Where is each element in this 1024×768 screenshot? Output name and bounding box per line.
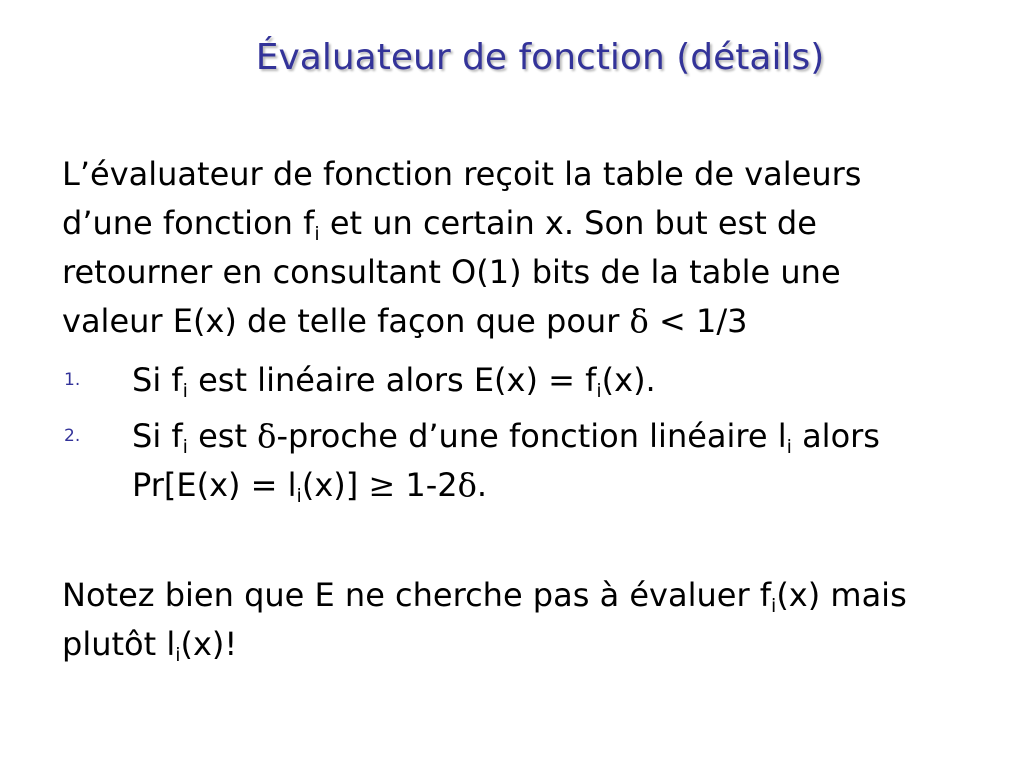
item-2-line-2-text-b: (x)] <box>301 466 369 504</box>
item-2-text-a: Si f <box>132 417 183 455</box>
item-2-line-2-text-c: 1-2 <box>395 466 458 504</box>
intro-line-2-text-b: et un certain x. Son but est de <box>319 204 817 242</box>
delta-symbol: δ <box>457 466 477 504</box>
subscript-i: i <box>182 380 188 402</box>
item-2-line-2-text-a: Pr[E(x) = l <box>132 466 297 504</box>
subscript-i: i <box>296 485 302 507</box>
note-line-2-text-a: plutôt l <box>62 625 176 663</box>
subscript-i: i <box>771 595 777 617</box>
list-number-1: 1. <box>64 370 81 390</box>
intro-line-4-text-a: valeur E(x) de telle façon que pour <box>62 302 630 340</box>
subscript-i: i <box>786 436 792 458</box>
slide-body <box>0 150 1024 710</box>
note-paragraph <box>62 571 1024 669</box>
item-1-text-c: (x). <box>601 361 656 399</box>
list-item-2-line-2 <box>132 461 1012 510</box>
item-1-text-a: Si f <box>132 361 183 399</box>
intro-line-1 <box>62 150 1024 199</box>
list-item-1-line <box>132 356 1012 405</box>
list-number-2: 2. <box>64 426 81 446</box>
item-2-line-2-text-d: . <box>476 466 488 504</box>
item-2-text-c: -proche d’une fonction linéaire l <box>276 417 787 455</box>
note-line-1 <box>62 571 1024 620</box>
subscript-i: i <box>175 644 181 666</box>
intro-paragraph <box>62 150 1024 346</box>
geq-symbol: ≥ <box>368 466 396 504</box>
subscript-i: i <box>314 223 320 245</box>
intro-line-1-text: L’évaluateur de fonction reçoit la table de valeurs <box>62 155 862 193</box>
item-1-text-b: est linéaire alors E(x) = f <box>187 361 597 399</box>
list-item-2-line-1 <box>132 412 1012 461</box>
note-line-1-text-b: (x) mais <box>776 576 907 614</box>
item-2-text-b: est <box>187 417 258 455</box>
list-item-2 <box>64 412 1012 510</box>
slide-title: Évaluateur de fonction (détails) <box>255 37 825 78</box>
intro-line-3-text: retourner en consultant O(1) bits de la table une <box>62 253 841 291</box>
list-item-1 <box>64 356 1012 405</box>
intro-line-3 <box>62 248 1024 297</box>
subscript-i: i <box>182 436 188 458</box>
intro-line-4-text-b: < 1/3 <box>648 302 748 340</box>
note-line-2-text-b: (x)! <box>180 625 238 663</box>
item-2-text-d: alors <box>791 417 880 455</box>
note-line-1-text-a: Notez bien que E ne cherche pas à évaluer f <box>62 576 772 614</box>
intro-line-4 <box>62 297 1024 346</box>
subscript-i: i <box>596 380 602 402</box>
intro-line-2 <box>62 199 1024 248</box>
intro-line-2-text-a: d’une fonction f <box>62 204 315 242</box>
delta-symbol: δ <box>629 302 649 340</box>
note-line-2 <box>62 620 1024 669</box>
delta-symbol: δ <box>257 417 277 455</box>
